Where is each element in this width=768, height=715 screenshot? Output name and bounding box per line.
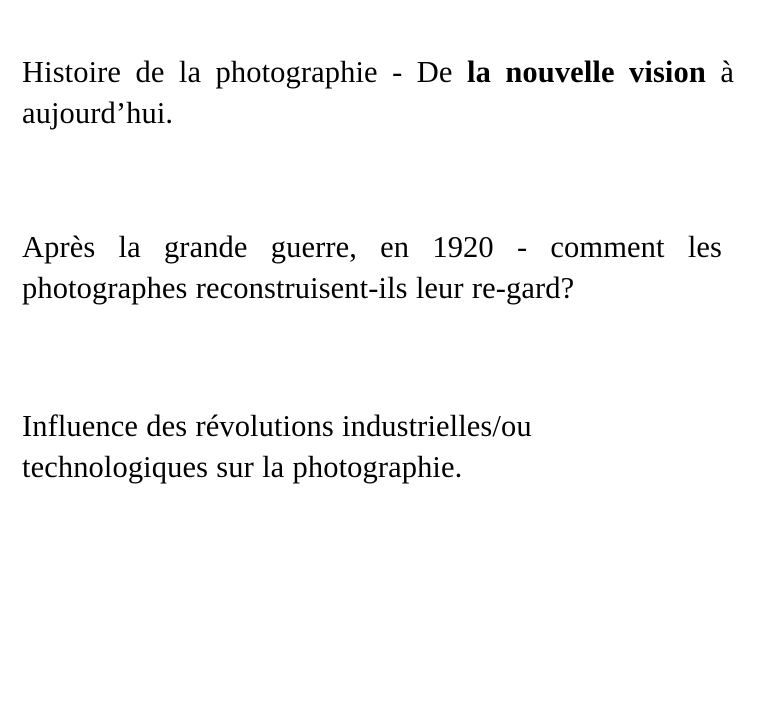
title-text-end: à aujourd’hui. — [22, 55, 734, 130]
paragraph-influence: Influence des révolutions industrielles/ou technologiques sur la photographie. — [22, 409, 532, 484]
title-text-start: Histoire de la photographie - De — [22, 55, 467, 89]
paragraph-question: Après la grande guerre, en 1920 - comment les photographes reconstruisent-ils leur re-gard? — [22, 230, 722, 305]
paragraph-title — [22, 52, 734, 134]
title-text-emphasis: la nouvelle vision — [467, 55, 706, 89]
